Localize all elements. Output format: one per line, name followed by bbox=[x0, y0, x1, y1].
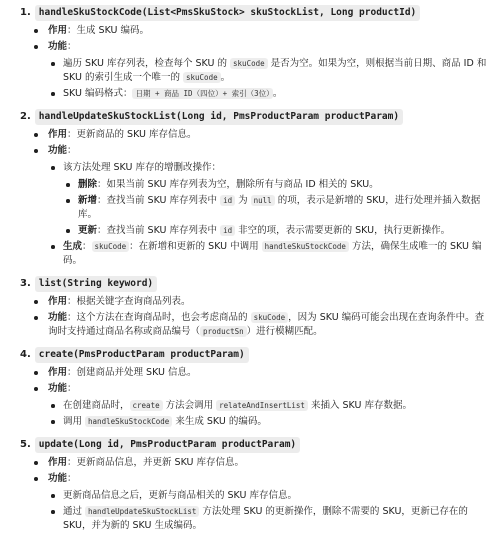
list-item bbox=[48, 415, 488, 429]
bullet-list-level-1 bbox=[20, 366, 488, 429]
text-run: 来生成 SKU 的编码。 bbox=[172, 416, 267, 427]
list-item: 功能：这个方法在查询商品时，也会考虑商品的 skuCode ，因为 SKU 编码可能会出现在查询条件中。查询时支持通过商品名称或商品编号（ productSn ）进行模糊匹配。 bbox=[20, 311, 488, 339]
method-signature: update(Long id, PmsProductParam productParam) bbox=[35, 437, 300, 453]
text-run: 调用 bbox=[63, 416, 86, 427]
text-run: SKU 编码格式： bbox=[63, 88, 133, 99]
text-run: 方法，确保生成唯一的 SKU 编码。 bbox=[63, 241, 482, 266]
list-item: 作用：根据关键字查询商品列表。 bbox=[20, 295, 488, 309]
item-key: 作用 bbox=[48, 457, 68, 468]
list-item: 功能： 更新商品信息之后，更新与商品相关的 SKU 库存信息。 通过 handleUpdateSkuStockList 方法处理 SKU 的更新操作，删除不需要的 SKU，更新已存在的 SKU，并为新的 SKU 生成编码。 bbox=[20, 472, 488, 533]
text-run: 遍历 SKU 库存列表，检查每个 SKU 的 bbox=[63, 58, 231, 69]
method-section bbox=[20, 346, 488, 429]
inline-code: skuCode bbox=[251, 312, 289, 323]
bullet-list-level-2 bbox=[48, 489, 488, 533]
list-item: 作用：更新商品信息，并更新 SKU 库存信息。 bbox=[20, 456, 488, 470]
bullet-list-level-2 bbox=[48, 57, 488, 101]
text-run: 是否为空。如果为空，则根据当前日期、商品 ID 和 SKU 的索引生成一个唯一的 bbox=[63, 58, 487, 83]
text-run: 方法处理 SKU 的更新操作，删除不需要的 SKU，更新已存在的 SKU，并为新的 SKU 生成编码。 bbox=[63, 506, 468, 531]
text-run: 非空的项，表示需要更新的 SKU，执行更新操作。 bbox=[235, 225, 451, 236]
method-heading bbox=[20, 275, 488, 293]
item-key: 功能 bbox=[48, 383, 68, 394]
bullet-list-level-1 bbox=[20, 456, 488, 533]
inline-code: handleSkuStockCode bbox=[85, 416, 172, 427]
list-item: 更新：查找当前 SKU 库存列表中 id 非空的项，表示需要更新的 SKU，执行更新操作。 bbox=[63, 224, 488, 238]
bullet-list-level-3 bbox=[63, 178, 488, 238]
text-run: 。 bbox=[272, 88, 283, 99]
method-heading bbox=[20, 108, 488, 126]
text-run: 该方法处理 SKU 库存的增删改操作： bbox=[63, 162, 221, 173]
item-key: 功能 bbox=[48, 312, 68, 323]
item-key: 删除 bbox=[78, 179, 98, 190]
inline-code: handleSkuStockCode bbox=[262, 241, 349, 252]
text-run: ，因为 SKU 编码可能会出现在查询条件中。查询时支持通过商品名称或商品编号（ bbox=[48, 312, 485, 337]
bullet-list-level-1 bbox=[20, 128, 488, 268]
text-run: 为 bbox=[235, 195, 251, 206]
list-item: 生成： skuCode ：在新增和更新的 SKU 中调用 handleSkuStockCode 方法，确保生成唯一的 SKU 编码。 bbox=[48, 240, 488, 268]
text-run: 这个方法在查询商品时，也会考虑商品的 bbox=[76, 312, 251, 323]
list-item: 删除：如果当前 SKU 库存列表为空，删除所有与商品 ID 相关的 SKU。 bbox=[63, 178, 488, 192]
method-number: 2. bbox=[20, 111, 31, 122]
list-item: 功能： 在创建商品时， create 方法会调用 relateAndInsertList 来插入 SKU 库存数据。 调用 handleSkuStockCode 来生成 SKU 的编码。 bbox=[20, 382, 488, 429]
method-heading bbox=[20, 436, 488, 454]
item-key: 功能 bbox=[48, 41, 68, 52]
item-key: 作用 bbox=[48, 25, 68, 36]
inline-code: skuCode bbox=[92, 241, 130, 252]
method-number: 3. bbox=[20, 278, 31, 289]
text-run: 通过 bbox=[63, 506, 86, 517]
text-run: 根据关键字查询商品列表。 bbox=[76, 296, 191, 307]
inline-code: null bbox=[251, 195, 275, 206]
text-run: 更新商品信息，并更新 SKU 库存信息。 bbox=[76, 457, 245, 468]
text-run: 如果当前 SKU 库存列表为空，删除所有与商品 ID 相关的 SKU。 bbox=[106, 179, 379, 190]
method-signature: handleUpdateSkuStockList(Long id, PmsProductParam productParam) bbox=[35, 109, 403, 125]
text-run: 查找当前 SKU 库存列表中 bbox=[106, 195, 221, 206]
item-key: 新增 bbox=[78, 195, 98, 206]
list-item bbox=[48, 57, 488, 85]
text-run: 查找当前 SKU 库存列表中 bbox=[106, 225, 221, 236]
item-key: 生成 bbox=[63, 241, 83, 252]
text-run: 来插入 SKU 库存数据。 bbox=[307, 400, 412, 411]
inline-code: skuCode bbox=[230, 58, 268, 69]
text-run: ：在新增和更新的 SKU 中调用 bbox=[129, 241, 262, 252]
item-key: 功能 bbox=[48, 473, 68, 484]
inline-code: productSn bbox=[200, 326, 247, 337]
item-key: 作用 bbox=[48, 296, 68, 307]
method-number: 5. bbox=[20, 439, 31, 450]
item-key: 作用 bbox=[48, 367, 68, 378]
item-key: 更新 bbox=[78, 225, 98, 236]
item-key: 功能 bbox=[48, 145, 68, 156]
text-run: 创建商品并处理 SKU 信息。 bbox=[76, 367, 197, 378]
method-signature: list(String keyword) bbox=[35, 276, 157, 292]
list-item: 作用：生成 SKU 编码。 bbox=[20, 24, 488, 38]
text-run: ）进行模糊匹配。 bbox=[246, 326, 323, 337]
method-heading bbox=[20, 346, 488, 364]
list-item: 作用：创建商品并处理 SKU 信息。 bbox=[20, 366, 488, 380]
text-run: 更新商品的 SKU 库存信息。 bbox=[76, 129, 197, 140]
method-signature: create(PmsProductParam productParam) bbox=[35, 347, 249, 363]
text-run: 的项，表示是新增的 SKU，进行处理并插入数据库。 bbox=[78, 195, 481, 220]
inline-code: create bbox=[130, 400, 163, 411]
list-item bbox=[48, 505, 488, 533]
inline-code: id bbox=[220, 225, 235, 236]
inline-code: relateAndInsertList bbox=[216, 400, 308, 411]
text-run: 方法会调用 bbox=[162, 400, 217, 411]
method-number: 1. bbox=[20, 7, 31, 18]
list-item bbox=[48, 399, 488, 413]
method-section bbox=[20, 275, 488, 339]
method-section bbox=[20, 436, 488, 533]
method-number: 4. bbox=[20, 349, 31, 360]
list-item bbox=[48, 489, 488, 503]
list-item bbox=[48, 161, 488, 238]
bullet-list-level-1 bbox=[20, 295, 488, 339]
list-item bbox=[48, 87, 488, 101]
inline-code: skuCode bbox=[183, 72, 221, 83]
inline-code: handleUpdateSkuStockList bbox=[85, 506, 199, 517]
list-item: 功能： 该方法处理 SKU 库存的增删改操作： 删除：如果当前 SKU 库存列表为空，删除所有与商品 ID 相关的 SKU。 新增：查找当前 SKU 库存列表中 id 为 null 的项，表示是新增的 SKU，进行处理并插入数据库。 更新：查找当前 SKU 库存列表中 id 非空的项，表示需要更新的 SKU，执行更新操作。 生成： skuCode ：在新增和更新的 SKU 中调用 handleSkuStockCode 方法，确保生成唯一的 SKU 编码。 bbox=[20, 144, 488, 268]
item-key: 作用 bbox=[48, 129, 68, 140]
bullet-list-level-2 bbox=[48, 161, 488, 268]
text-run: 更新商品信息之后，更新与商品相关的 SKU 库存信息。 bbox=[63, 490, 297, 501]
method-signature: handleSkuStockCode(List<PmsSkuStock> skuStockList, Long productId) bbox=[35, 5, 421, 21]
method-section bbox=[20, 108, 488, 268]
method-heading bbox=[20, 4, 488, 22]
bullet-list-level-1 bbox=[20, 24, 488, 101]
inline-code: id bbox=[220, 195, 235, 206]
list-item: 新增：查找当前 SKU 库存列表中 id 为 null 的项，表示是新增的 SKU，进行处理并插入数据库。 bbox=[63, 194, 488, 222]
method-section bbox=[20, 4, 488, 101]
list-item: 作用：更新商品的 SKU 库存信息。 bbox=[20, 128, 488, 142]
text-run: 。 bbox=[220, 72, 231, 83]
inline-code: 日期 + 商品 ID（四位）+ 索引（3位） bbox=[132, 88, 272, 99]
text-run: 在创建商品时， bbox=[63, 400, 130, 411]
bullet-list-level-2 bbox=[48, 399, 488, 429]
text-run: 生成 SKU 编码。 bbox=[76, 25, 150, 36]
list-item: 功能： 遍历 SKU 库存列表，检查每个 SKU 的 skuCode 是否为空。如果为空，则根据当前日期、商品 ID 和 SKU 的索引生成一个唯一的 skuCode 。 SKU 编码格式： 日期 + 商品 ID（四位）+ 索引（3位） 。 bbox=[20, 40, 488, 101]
